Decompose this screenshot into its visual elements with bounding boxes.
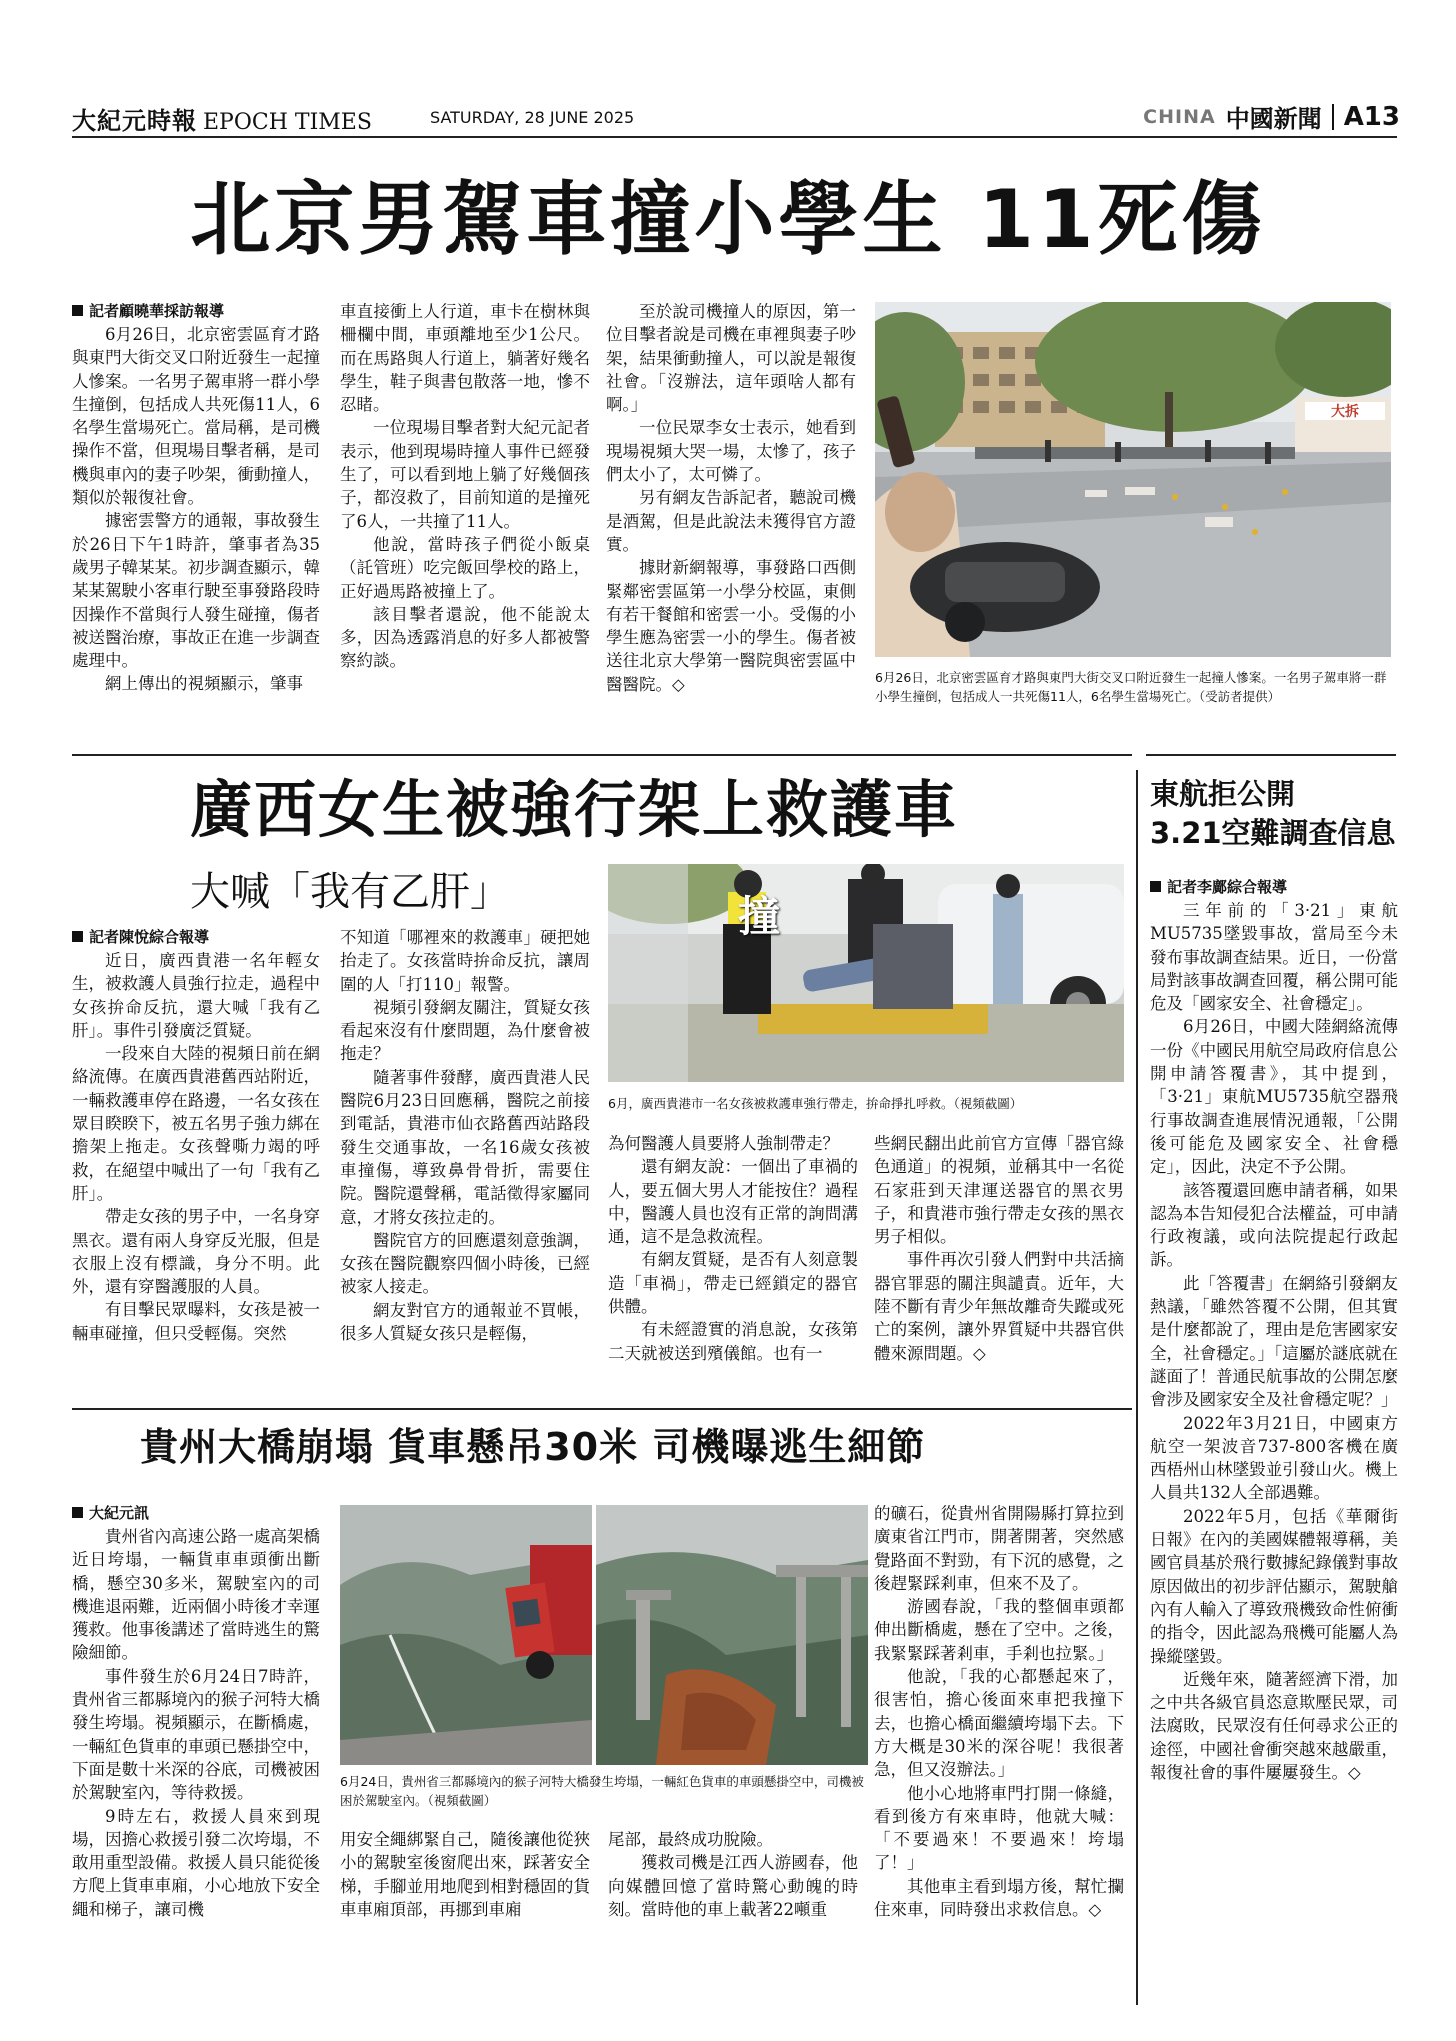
story3-para: 用安全繩綁緊自己，隨後讓他從狹小的駕駛室後窗爬出來，踩著安全梯，手腳並用地爬到相對穩固的貨車車廂頂部，再挪到車廂: [340, 1830, 590, 1919]
story2-col2: [340, 926, 590, 1345]
storefront-sign: 大拆: [1331, 404, 1359, 420]
story1-col2: [340, 300, 590, 673]
story3-para: 獲救司機是江西人游國春，他向媒體回憶了當時驚心動魄的時刻。當時他的車上載著22噸重: [608, 1853, 858, 1919]
story3-para: 事件發生於6月24日7時許，貴州省三都縣境內的猴子河特大橋發生垮塌。視頻顯示，在斷橋處，一輛紅色貨車的車頭已懸掛空中，下面是數十米深的谷底，司機被困於駕駛室內，等待救援。: [72, 1666, 320, 1803]
story1-para: 6月26日，北京密雲區育才路與東門大街交叉口附近發生一起撞人慘案。一名男子駕車將一群小學生撞倒，包括成人共死傷11人，6名學生當場死亡。當局稱，是司機操作不當，但現場目擊者稱，是司機與車內的妻子吵架，衝動撞人，類似於報復社會。: [72, 325, 320, 508]
story3-para: 尾部，最終成功脫險。: [608, 1830, 773, 1849]
story3-para: 的礦石，從貴州省開陽縣打算拉到廣東省江門市，開著開著，突然感覺路面不對勁，有下沉的感覺，之後趕緊踩剎車，但來不及了。: [874, 1504, 1124, 1593]
story1-para: 一位民眾李女士表示，她看到現場視頻大哭一場，太慘了，孩子們太小了，太可憐了。: [606, 418, 856, 485]
logo-en: EPOCH TIMES: [203, 110, 372, 135]
story1-para: 車直接衝上人行道，車卡在樹林與柵欄中間，車頭離地至少1公尺。而在馬路與人行道上，躺著好幾名學生，鞋子與書包散落一地，慘不忍睹。: [340, 302, 590, 415]
story3-col1: [72, 1502, 320, 1921]
story2-headline: 廣西女生被強行架上救護車: [190, 773, 959, 846]
story1-para: 據財新網報導，事發路口西側緊鄰密雲區第一小學分校區，東側有若干餐館和密雲一小。受傷的小學生應為密雲一小的學生。傷者被送往北京大學第一醫院與密雲區中醫醫院。◇: [606, 558, 856, 694]
bridge-truck-image: [340, 1505, 592, 1765]
story1-bottom-rule: [72, 754, 1132, 756]
story3-col4: [874, 1502, 1124, 1921]
story2-photo: [608, 864, 1124, 1082]
sidebar-para: 近幾年來，隨著經濟下滑，加之中共各級官員恣意欺壓民眾，司法腐敗，民眾沒有任何尋求公正的途徑，中國社會衝突越來越嚴重，報復社會的事件屢屢發生。◇: [1150, 1669, 1398, 1782]
ambulance-scene-image: [608, 864, 1124, 1082]
story2-para: 有網友質疑，是否有人刻意製造「車禍」，帶走已經鎖定的器官供體。: [608, 1250, 858, 1317]
masthead-rule: [72, 136, 1397, 138]
story2-para: 帶走女孩的男子中，一名身穿黑衣。還有兩人身穿反光服，但是衣服上沒有標識，身分不明。此外，還有穿醫護服的人員。: [72, 1207, 320, 1297]
story2-col1: [72, 926, 320, 1345]
sidebar-para: 該答覆還回應申請者稱，如果認為本告知侵犯合法權益，可申請行政複議，或向法院提起行政起訴。: [1150, 1180, 1398, 1270]
photo-overlay-text: 撞: [738, 892, 781, 941]
masthead-divider: [1332, 104, 1334, 130]
story3-photo-caption: 6月24日，貴州省三都縣境內的猴子河特大橋發生垮塌，一輛紅色貨車的車頭懸掛空中，司機被困於駕駛室內。（視頻截圖）: [340, 1774, 864, 1808]
collapsed-bridge-image: [596, 1505, 868, 1765]
sidebar-para: 2022年5月，包括《華爾街日報》在內的美國媒體報導稱，美國官員基於飛行數據紀錄儀對事故原因做出的初步評估顯示，駕駛艙內有人輸入了導致飛機致命性俯衝的指令，因此認為飛機可能屬人為操縱墜毀。: [1150, 1506, 1398, 1666]
sidebar-headline-line1: 東航拒公開: [1150, 777, 1296, 811]
story2-para: 事件再次引發人們對中共活摘器官罪惡的關注與譴責。近年，大陸不斷有青少年無故離奇失蹤或死亡的案例，讓外界質疑中共器官供體來源問題。◇: [874, 1250, 1124, 1363]
story1-para: 網上傳出的視頻顯示，肇事: [105, 674, 303, 694]
story1-col3: [606, 300, 856, 696]
story3-byline: 大紀元訊: [72, 1502, 320, 1525]
story3-para: 他小心地將車門打開一條縫，看到後方有來車時，他就大喊：「不要過來！不要過來！垮塌了！」: [874, 1783, 1124, 1873]
story2-para: 有未經證實的消息說，女孩第二天就被送到殯儀館。也有一: [608, 1320, 858, 1363]
sidebar-byline: 記者李鄺綜合報導: [1150, 876, 1398, 899]
byline-square-icon: [72, 305, 83, 316]
story2-para: 醫院官方的回應還刻意強調，女孩在醫院觀察四個小時後，已經被家人接走。: [340, 1230, 590, 1297]
story1-para: 一位現場目擊者對大紀元記者表示，他到現場時撞人事件已經發生了，可以看到地上躺了好幾個孩子，都沒救了，目前知道的是撞死了6人，一共撞了11人。: [340, 418, 590, 531]
street-scene-image: [875, 302, 1391, 657]
sidebar-para: 此「答覆書」在網絡引發網友熱議，「雖然答覆不公開，但其實是什麼都說了，理由是危害國家安全，社會穩定。」「這屬於謎底就在謎面了！普通民航事故的公開怎麼會涉及國家安全及社會穩定呢？」: [1150, 1273, 1398, 1410]
story3-para: 9時左右，救援人員來到現場，因擔心救援引發二次垮塌，不敢用重型設備。救援人員只能從後方爬上貨車車廂，小心地放下安全繩和梯子，讓司機: [72, 1806, 320, 1919]
story2-para: 一段來自大陸的視頻日前在網絡流傳。在廣西貴港舊西站附近，一輛救護車停在路邊，一名女孩在眾目睽睽下，被五名男子強力綁在擔架上拖走。女孩聲嘶力竭的呼救，在絕望中喊出了一句「我有乙肝」。: [72, 1044, 320, 1203]
story2-para: 些網民翻出此前官方宣傳「器官綠色通道」的視頻，並稱其中一名從石家莊到天津運送器官的黑衣男子，和貴港市強行帶走女孩的黑衣男子相似。: [874, 1134, 1124, 1247]
byline-square-icon: [72, 931, 83, 942]
story2-photo-caption: 6月，廣西貴港市一名女孩被救護車強行帶走，拚命掙扎呼救。（視頻截圖）: [608, 1096, 1023, 1111]
section-en: CHINA: [1143, 105, 1216, 128]
story2-col3: [608, 1132, 858, 1365]
masthead-logo: [72, 101, 372, 136]
section-header: [1143, 99, 1400, 134]
story3-para: 他說，「我的心都懸起來了，很害怕，擔心後面來車把我撞下去，也擔心橋面繼續垮塌下去。下方大概是30米的深谷呢！我很著急，但又沒辦法。」: [874, 1667, 1124, 1780]
byline-square-icon: [72, 1507, 83, 1518]
story3-para: 游國春說，「我的整個車頭都伸出斷橋處，懸在了空中。之後，我緊緊踩著剎車，手剎也拉緊。」: [874, 1597, 1124, 1663]
story1-headline: 北京男駕車撞小學生 11死傷: [190, 173, 1266, 266]
sidebar-body: [1150, 876, 1398, 1784]
story3-photo-right: [596, 1505, 868, 1765]
sidebar-headline-line2: 3.21空難調查信息: [1150, 816, 1396, 850]
story3-para: 貴州省內高速公路一處高架橋近日垮塌，一輛貨車車頭衝出斷橋，懸空30多米，駕駛室內的司機進退兩難，近兩個小時後才幸運獲救。他事後講述了當時逃生的驚險細節。: [72, 1527, 320, 1663]
story2-para: 有目擊民眾曝料，女孩是被一輛車碰撞，但只受輕傷。突然: [72, 1300, 320, 1343]
story2-para: 不知道「哪裡來的救護車」硬把她抬走了。女孩當時拚命反抗，讓周圍的人「打110」報警。: [340, 928, 590, 994]
story1-para: 該目擊者還說，他不能說太多，因為透露消息的好多人都被警察約談。: [340, 604, 590, 671]
story2-subhead: 大喊「我有乙肝」: [190, 869, 510, 915]
story1-photo: [875, 302, 1391, 657]
logo-zh: 大紀元時報: [72, 106, 197, 135]
story2-para: 隨著事件發酵，廣西貴港人民醫院6月23日回應稱，醫院之前接到電話，貴港市仙衣路舊西站路段發生交通事故，一名16歲女孩被車撞傷，導致鼻骨骨折，需要住院。醫院還聲稱，電話徵得家屬同意，才將女孩拉走的。: [340, 1067, 590, 1227]
story2-bottom-rule: [72, 1408, 1132, 1410]
story1-byline: 記者顧曉華採訪報導: [72, 300, 320, 323]
story3-para: 其他車主看到塌方後，幫忙攔住來車，同時發出求救信息。◇: [874, 1876, 1124, 1920]
story1-photo-caption: 6月26日，北京密雲區育才路與東門大街交叉口附近發生一起撞人慘案。一名男子駕車將一群小學生撞倒，包括成人一共死傷11人，6名學生當場死亡。（受訪者提供）: [875, 670, 1387, 704]
story2-col4: [874, 1132, 1124, 1365]
story1-para: 至於說司機撞人的原因，第一位目擊者說是司機在車裡與妻子吵架，結果衝動撞人，可以說是報復社會。「沒辦法，這年頭啥人都有啊。」: [606, 302, 856, 415]
story3-photo-left: [340, 1505, 592, 1765]
sidebar-para: 三年前的「3·21」東航MU5735墜毀事故，當局至今未發布事故調查結果。近日，一份當局對該事故調查回覆，稱公開可能危及「國家安全、社會穩定」。: [1150, 901, 1398, 1014]
sidebar-top-rule: [1146, 754, 1396, 756]
story2-para: 網友對官方的通報並不買帳，很多人質疑女孩只是輕傷，: [340, 1300, 590, 1344]
section-zh: 中國新聞: [1225, 105, 1322, 133]
masthead-date: SATURDAY, 28 JUNE 2025: [430, 108, 635, 127]
story3-col2: [340, 1828, 590, 1921]
story3-col3: [608, 1828, 858, 1921]
story1-para: 另有網友告訴記者，聽說司機是酒駕，但是此說法未獲得官方證實。: [606, 488, 856, 554]
sidebar-para: 6月26日，中國大陸網絡流傳一份《中國民用航空局政府信息公開申請答覆書》，其中提到，「3·21」東航MU5735航空器飛行事故調查進展情況通報，「公開後可能危及國家安全、社會穩定」，因此，決定不予公開。: [1150, 1017, 1398, 1177]
story2-para: 還有網友說：一個出了車禍的人，要五個大男人才能按住？過程中，醫護人員也沒有正常的詢問溝通，這不是急救流程。: [608, 1157, 858, 1247]
story2-para: 為何醫護人員要將人強制帶走？: [608, 1134, 839, 1153]
story2-byline: 記者陳悅綜合報導: [72, 926, 320, 949]
story2-para: 視頻引發網友關注，質疑女孩看起來沒有什麼問題，為什麼會被拖走？: [340, 997, 590, 1064]
sidebar-headline: [1150, 775, 1396, 853]
story3-headline: 貴州大橋崩塌 貨車懸吊30米 司機曝逃生細節: [140, 1425, 926, 1469]
story2-para: 近日，廣西貴港一名年輕女生，被救護人員強行拉走，過程中女孩拚命反抗，還大喊「我有乙肝」。事件引發廣泛質疑。: [72, 951, 320, 1040]
story1-col1: [72, 300, 320, 696]
story1-para: 據密雲警方的通報，事故發生於26日下午1時許，肇事者為35歲男子韓某某。初步調查顯示，韓某某駕駛小客車行駛至事發路段時因操作不當與行人發生碰撞，傷者被送醫治療，事故正在進一步調查處理中。: [72, 511, 320, 671]
story1-para: 他說，當時孩子們從小飯桌（託管班）吃完飯回學校的路上，正好過馬路被撞上了。: [340, 534, 590, 601]
sidebar-para: 2022年3月21日，中國東方航空一架波音737-800客機在廣西梧州山林墜毀並引發山火。機上人員共132人全部遇難。: [1150, 1413, 1398, 1503]
sidebar-divider: [1136, 770, 1138, 2005]
page-number: A13: [1343, 101, 1400, 132]
byline-square-icon: [1150, 881, 1161, 892]
